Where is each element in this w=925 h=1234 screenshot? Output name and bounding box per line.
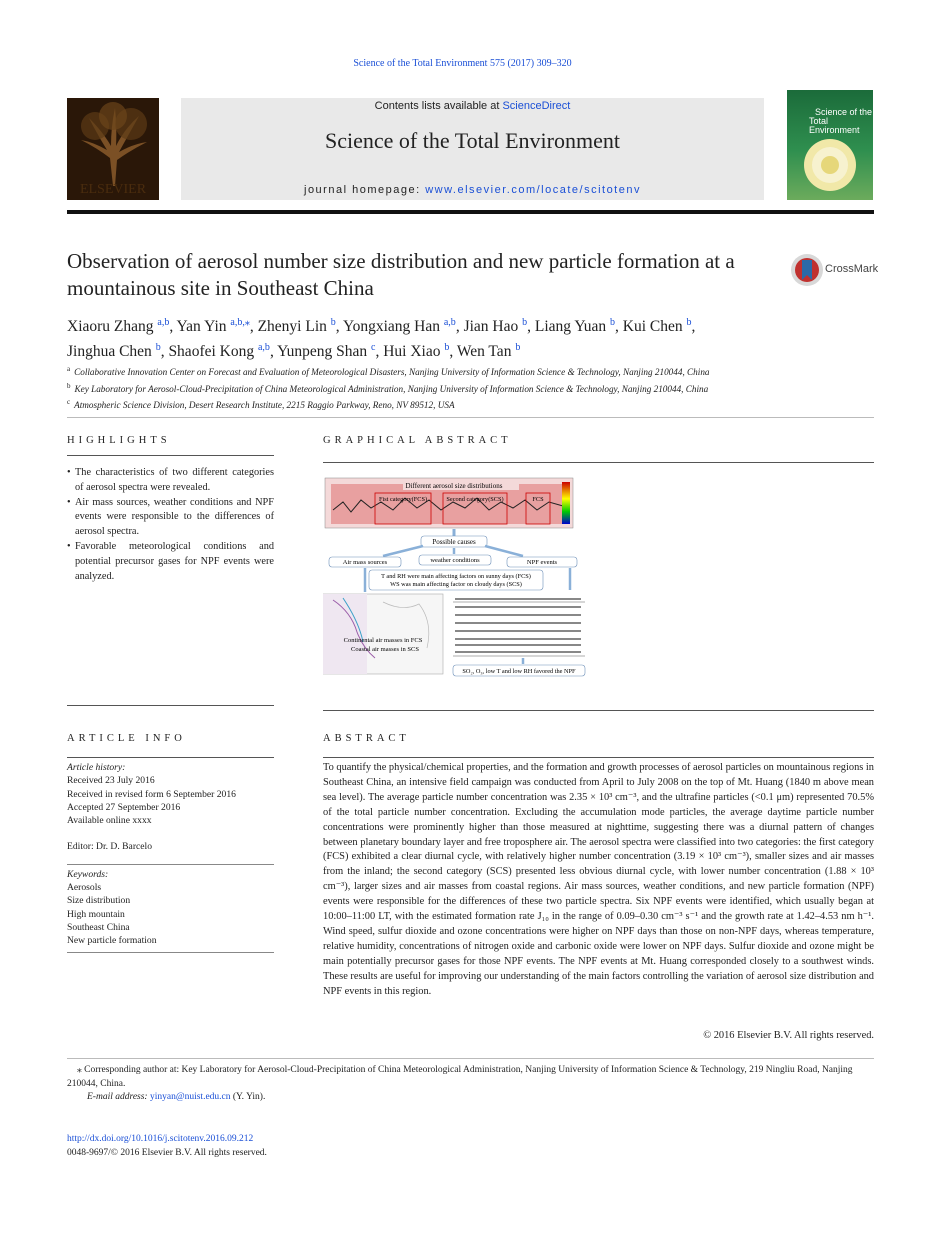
logo-wordmark: ELSEVIER (79, 182, 147, 197)
divider (67, 417, 874, 418)
crossmark-label: CrossMark (825, 263, 879, 275)
author-affiliation-mark[interactable]: b (444, 342, 450, 354)
weather-note-1: T and RH were main affecting factors on sunny days (FCS) (381, 573, 531, 580)
journal-citation[interactable]: Science of the Total Environment 575 (2017) 309–320 (353, 58, 572, 69)
author-separator: , (160, 343, 169, 361)
keyword: Aerosols (67, 882, 102, 894)
affiliation (67, 380, 867, 397)
abstract-heading: ABSTRACT (323, 733, 410, 744)
cover-flower-icon (800, 135, 860, 193)
author-separator: , (455, 318, 464, 336)
elsevier-logo (67, 98, 159, 200)
divider (67, 757, 274, 758)
article-info (67, 761, 274, 948)
highlights-heading: HIGHLIGHTS (67, 435, 171, 446)
issn-line: 0048-9697/© 2016 Elsevier B.V. All rights reserved. (67, 1148, 267, 1158)
author-separator: , (335, 318, 343, 336)
author-affiliation-mark[interactable]: b (522, 317, 528, 328)
highlight-item: • Air mass sources, weather conditions and NPF events were responsible to the differences of aerosol spectra. (67, 496, 274, 540)
author-name: Jian Hao (463, 318, 519, 336)
author-affiliation-mark[interactable]: b (686, 317, 692, 328)
map-land-left (323, 594, 367, 674)
corresponding-mark: ⁎ (77, 1065, 82, 1075)
author-separator: , (375, 343, 384, 361)
author-name: Zhenyi Lin (257, 318, 327, 336)
keywords-label: Keywords: (67, 868, 109, 880)
graphical-abstract-heading: GRAPHICAL ABSTRACT (323, 435, 512, 446)
divider (67, 455, 274, 456)
fcs-label: Fist category(FCS) (378, 496, 428, 503)
author-affiliation-mark[interactable]: b (155, 342, 161, 354)
author-name: Xiaoru Zhang (67, 318, 154, 336)
crossmark-badge[interactable] (790, 253, 880, 287)
cause1-text: Air mass sources (342, 559, 388, 566)
author-separator: , (449, 343, 457, 361)
author-separator: , (169, 318, 177, 336)
author-name: Kui Chen (622, 318, 683, 336)
npf-note: SO₂, O₃, low T and low RH favored the NPF (462, 668, 576, 675)
cause2-text: weather conditions (430, 557, 480, 564)
author-separator: , (269, 343, 278, 361)
arrow (383, 546, 423, 556)
abstract-text: To quantify the physical/chemical properties, and the formation and growth processes of aerosol particles on mountainous regions in Southeast China, an intensive field campaign was conducted from April to July 2008 on the top of Mt. Huang (1840 m above mean sea level). The average particle number concentration was 2.35 × 10³ cm⁻³, and the ultrafine particles (<0.1 μm) represented 70.5% of the total particle number concentration. Excluding the accumulation mode particles, the average daytime particle number concentrations were prominently higher than those measured at nighttime, suggesting there was a diurnal pattern of changes between planetary boundary layer and free troposphere air. The aerosol spectra were classified into two categories: the first category (FCS) exhibited a clear diurnal cycle, with relatively higher number concentration (3.19 × 10³ cm⁻³), smaller sizes and air masses from the inland; the second category (SCS) presented less obvious diurnal cycle, with lower number concentration (1.88 × 10³ cm⁻³), larger sizes and air masses from coastal regions. Air mass sources, weather conditions, and new particle formation (NPF) events were responsible for the differences of these two particle spectra. Six NPF events were identified, which usually began at 10:00–11:00 LT, with the estimated formation rate J₁₀ in the range of 0.09–0.30 cm⁻³ s⁻¹ and the growth rate at 1.42–4.53 nm h⁻¹. Wind speed, sulfur dioxide and ozone concentrations were higher on NPF days than those on non-NPF days, whereas temperature, relative humidity, concentrations of nitrogen oxide and carbonic oxide were lower on NPF days. Sulfur dioxide and ozone might be main potentially precursor gases for those NPF events. The NPF events at Mt. Huang corresponded closely to a southwest winds. These results are useful for improving our understanding of the main factors controlling the variation of aerosol size distribution and NPF events in this region. (323, 762, 874, 997)
homepage-line (181, 184, 764, 196)
email-link[interactable]: yinyan@nuist.edu.cn (149, 1092, 231, 1102)
contents-prefix: Contents lists available at (374, 100, 500, 112)
top-title: Different aerosol size distributions (405, 482, 503, 490)
divider (323, 462, 874, 463)
affiliation-text: Collaborative Innovation Center on Forecast and Evaluation of Meteorological Disasters, Nanjing University of Information Science & Technology, Nanjing 210044, China (74, 367, 710, 378)
author-name: Liang Yuan (534, 318, 607, 336)
keyword: Size distribution (67, 895, 131, 907)
online-date: Available online xxxx (67, 815, 152, 827)
author-separator: , (527, 318, 535, 336)
cause3-text: NPF events (526, 559, 558, 566)
map-note-1: Continental air masses in FCS (343, 637, 423, 644)
affiliation-text: Key Laboratory for Aerosol-Cloud-Precipitation of China Meteorological Administration, Nanjing University of Information Science & Technology, Nanjing 210044, China (74, 383, 709, 394)
paper-title: Observation of aerosol number size distribution and new particle formation at a mountainous site in Southeast China (67, 249, 735, 300)
copyright: © 2016 Elsevier B.V. All rights reserved. (703, 1030, 874, 1041)
author-separator: , (691, 318, 696, 336)
author-name: Jinghua Chen (67, 343, 152, 361)
arrow (485, 546, 523, 556)
divider (67, 952, 274, 953)
npf-table (451, 596, 585, 658)
affiliation-mark: b (67, 381, 71, 390)
header-rule (67, 210, 874, 214)
author-affiliation-mark[interactable]: a,b (257, 342, 270, 354)
cover-title-1: Science of the (815, 107, 873, 117)
keyword: High mountain (67, 908, 125, 920)
colorbar (562, 482, 570, 524)
graphical-abstract-figure (323, 472, 588, 682)
author-affiliation-mark[interactable]: b (330, 317, 336, 328)
highlight-item: • The characteristics of two different categories of aerosol spectra were revealed. (67, 466, 274, 496)
author-name: Hui Xiao (383, 343, 441, 361)
fcs2-label: FCS (532, 496, 544, 503)
scs-label: Second category(SCS) (446, 496, 504, 503)
authors-line-1 (67, 312, 867, 337)
author-separator: , (615, 318, 623, 336)
graphical-abstract-svg (323, 472, 588, 682)
divider (67, 705, 274, 706)
corresponding-text: Corresponding author at: Key Laboratory for Aerosol-Cloud-Precipitation of China Meteorological Administration, Nanjing University of Information Science & Technology, 219 Ningliu Road, Nanjing 210044, China. (67, 1065, 853, 1089)
author-name: Yongxiang Han (342, 318, 440, 336)
weather-note-2: WS was main affecting factor on cloudy days (SCS) (390, 581, 522, 588)
affiliations (67, 363, 867, 413)
contents-line (181, 100, 764, 112)
keyword: Southeast China (67, 921, 130, 933)
keyword: New particle formation (67, 935, 157, 947)
affiliation (67, 363, 867, 380)
affiliation-text: Atmospheric Science Division, Desert Research Institute, 2215 Raggio Parkway, Reno, NV 89512, USA (74, 400, 455, 411)
accepted-date: Accepted 27 September 2016 (67, 801, 181, 813)
author-affiliation-mark[interactable]: c (370, 342, 376, 354)
affiliation-mark: a (67, 365, 71, 373)
authors-line-2 (67, 337, 867, 362)
affiliation-mark: c (67, 398, 71, 407)
doi-link[interactable]: http://dx.doi.org/10.1016/j.scitotenv.2016.09.212 (67, 1134, 254, 1144)
crossmark-icon (790, 253, 824, 287)
email-suffix: (Y. Yin). (232, 1092, 266, 1102)
author-name: Wen Tan (456, 343, 512, 361)
divider (67, 864, 274, 865)
email-label: E-mail address: (87, 1092, 148, 1102)
revised-date: Received in revised form 6 September 2016 (67, 788, 236, 800)
editor: Editor: Dr. D. Barcelo (67, 841, 152, 853)
author-affiliation-mark[interactable]: a,b (157, 317, 170, 328)
divider (323, 710, 874, 711)
author-list (67, 312, 867, 362)
causes-text: Possible causes (432, 538, 476, 546)
divider (323, 757, 874, 758)
received-date: Received 23 July 2016 (67, 775, 155, 787)
homepage-link[interactable]: www.elsevier.com/locate/scitotenv (425, 184, 641, 196)
author-affiliation-mark[interactable]: a,b (443, 317, 456, 328)
keywords-list (67, 881, 274, 947)
article-info-heading: ARTICLE INFO (67, 733, 186, 744)
author-name: Shaofei Kong (168, 343, 255, 361)
highlight-item: • Favorable meteorological conditions and potential precursor gases for NPF events were analyzed. (67, 540, 274, 584)
affiliation (67, 396, 867, 413)
map-note-2: Coastal air masses in SCS (351, 646, 419, 653)
author-separator: , (249, 318, 258, 336)
author-affiliation-mark[interactable]: b (610, 317, 616, 328)
journal-cover (787, 90, 873, 200)
sciencedirect-link[interactable]: ScienceDirect (502, 100, 571, 112)
author-name: Yan Yin (176, 318, 227, 336)
cover-title-2: Total Environment (809, 116, 860, 135)
author-affiliation-mark[interactable]: b (515, 342, 521, 354)
highlights-list (67, 466, 274, 584)
corresponding-author-note (67, 1064, 874, 1105)
journal-title: Science of the Total Environment (325, 128, 620, 153)
author-affiliation-mark[interactable]: a,b,⁎ (230, 317, 250, 328)
homepage-prefix: journal homepage: (304, 184, 421, 196)
history-label: Article history: (67, 762, 126, 773)
journal-masthead (181, 98, 764, 200)
divider (67, 1058, 874, 1059)
author-name: Yunpeng Shan (277, 343, 368, 361)
